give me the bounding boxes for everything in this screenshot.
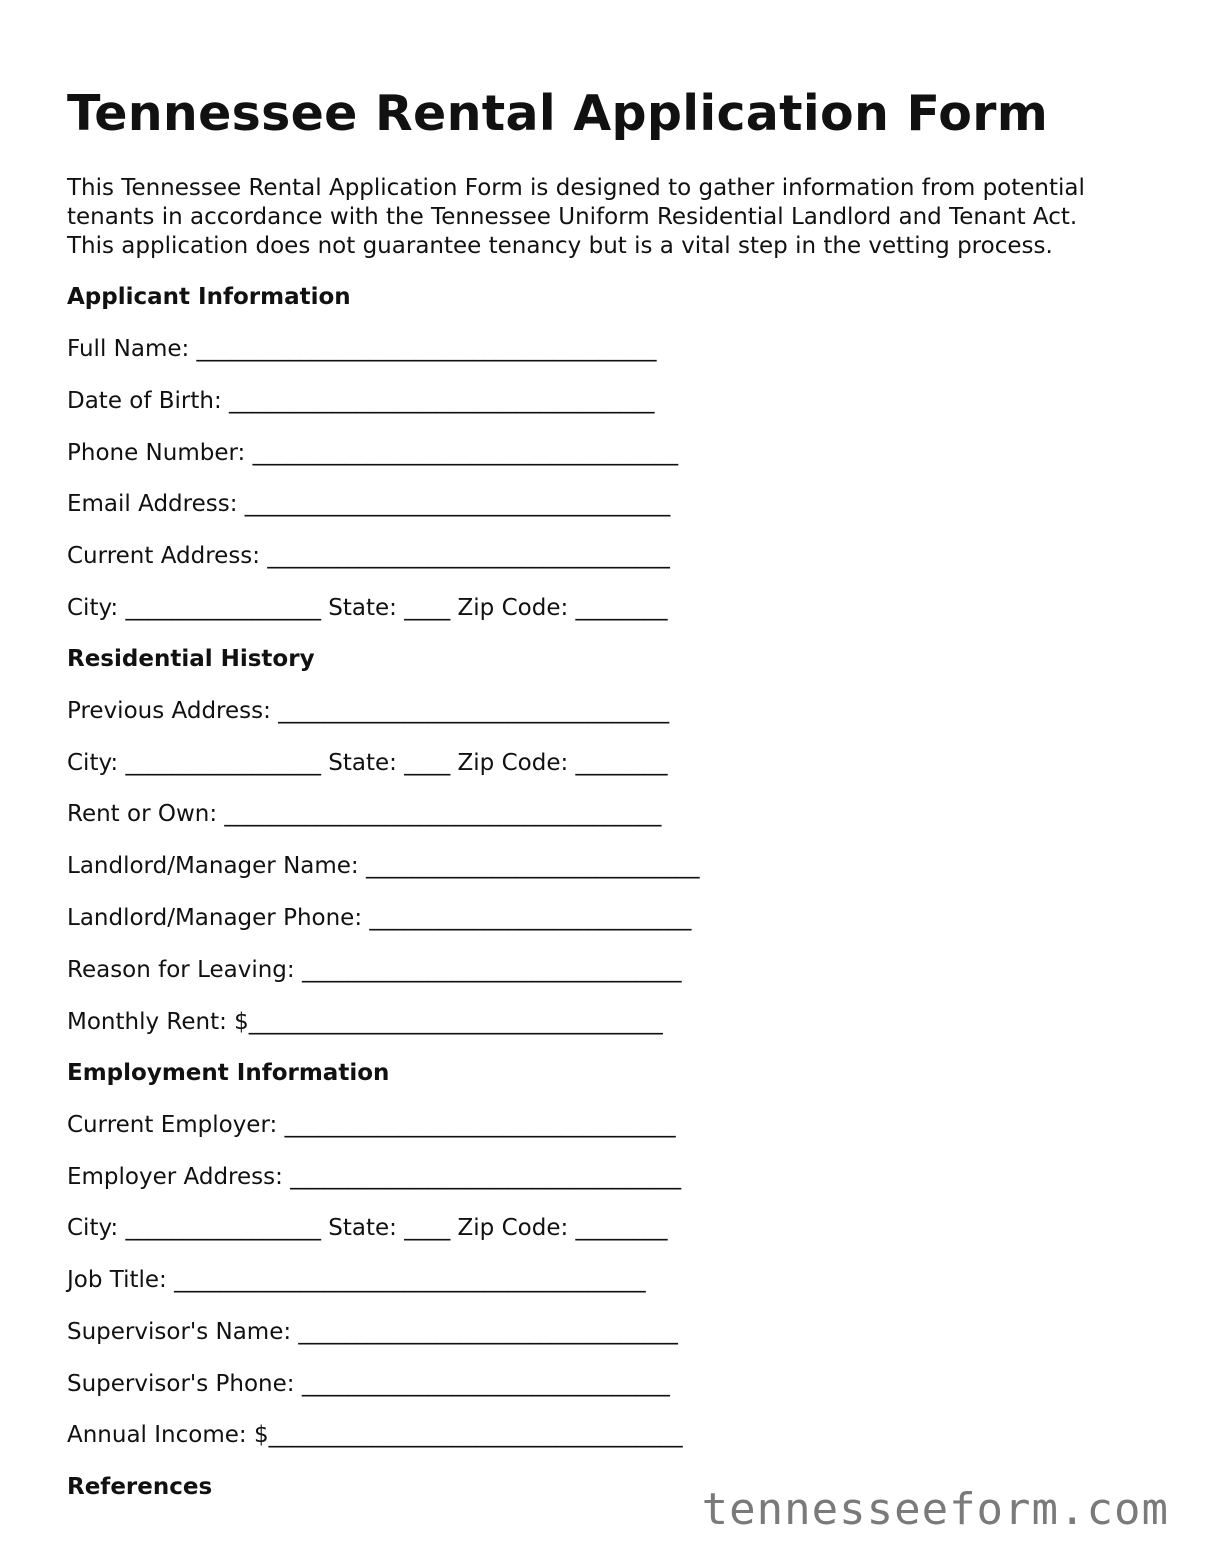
intro-line-3: This application does not guarantee tenancy but is a vital step in the vetting process. bbox=[67, 233, 1053, 259]
employment-information-heading: Employment Information bbox=[67, 1060, 390, 1086]
current-address-field: Current Address: ___________________________________ bbox=[67, 543, 670, 569]
supervisor-name-field: Supervisor's Name: _________________________________ bbox=[67, 1319, 678, 1345]
residential-history-heading: Residential History bbox=[67, 646, 315, 672]
page-title: Tennessee Rental Application Form bbox=[67, 85, 1049, 142]
employer-city-state-zip-field: City: _________________ State: ____ Zip Code: ________ bbox=[67, 1215, 668, 1241]
previous-address-field: Previous Address: __________________________________ bbox=[67, 698, 670, 724]
date-of-birth-field: Date of Birth: _____________________________________ bbox=[67, 388, 655, 414]
current-employer-field: Current Employer: __________________________________ bbox=[67, 1112, 676, 1138]
intro-paragraph bbox=[67, 174, 1157, 261]
job-title-field: Job Title: _________________________________________ bbox=[67, 1267, 646, 1293]
applicant-city-state-zip-field: City: _________________ State: ____ Zip Code: ________ bbox=[67, 595, 668, 621]
phone-number-field: Phone Number: _____________________________________ bbox=[67, 440, 679, 466]
references-heading: References bbox=[67, 1474, 213, 1500]
previous-city-state-zip-field: City: _________________ State: ____ Zip Code: ________ bbox=[67, 750, 668, 776]
applicant-information-heading: Applicant Information bbox=[67, 284, 351, 310]
annual-income-field: Annual Income: $____________________________________ bbox=[67, 1422, 683, 1448]
intro-line-1: This Tennessee Rental Application Form is designed to gather information from potential bbox=[67, 175, 1085, 201]
full-name-field: Full Name: ________________________________________ bbox=[67, 336, 657, 362]
site-watermark: tennesseeform.com bbox=[701, 1484, 1169, 1535]
rent-or-own-field: Rent or Own: ______________________________________ bbox=[67, 801, 662, 827]
monthly-rent-field: Monthly Rent: $____________________________________ bbox=[67, 1009, 663, 1035]
reason-for-leaving-field: Reason for Leaving: _________________________________ bbox=[67, 957, 682, 983]
intro-line-2: tenants in accordance with the Tennessee Uniform Residential Landlord and Tenant Act. bbox=[67, 204, 1078, 230]
employer-address-field: Employer Address: __________________________________ bbox=[67, 1164, 682, 1190]
landlord-phone-field: Landlord/Manager Phone: ____________________________ bbox=[67, 905, 692, 931]
supervisor-phone-field: Supervisor's Phone: ________________________________ bbox=[67, 1371, 670, 1397]
email-address-field: Email Address: _____________________________________ bbox=[67, 491, 671, 517]
landlord-name-field: Landlord/Manager Name: _____________________________ bbox=[67, 853, 700, 879]
